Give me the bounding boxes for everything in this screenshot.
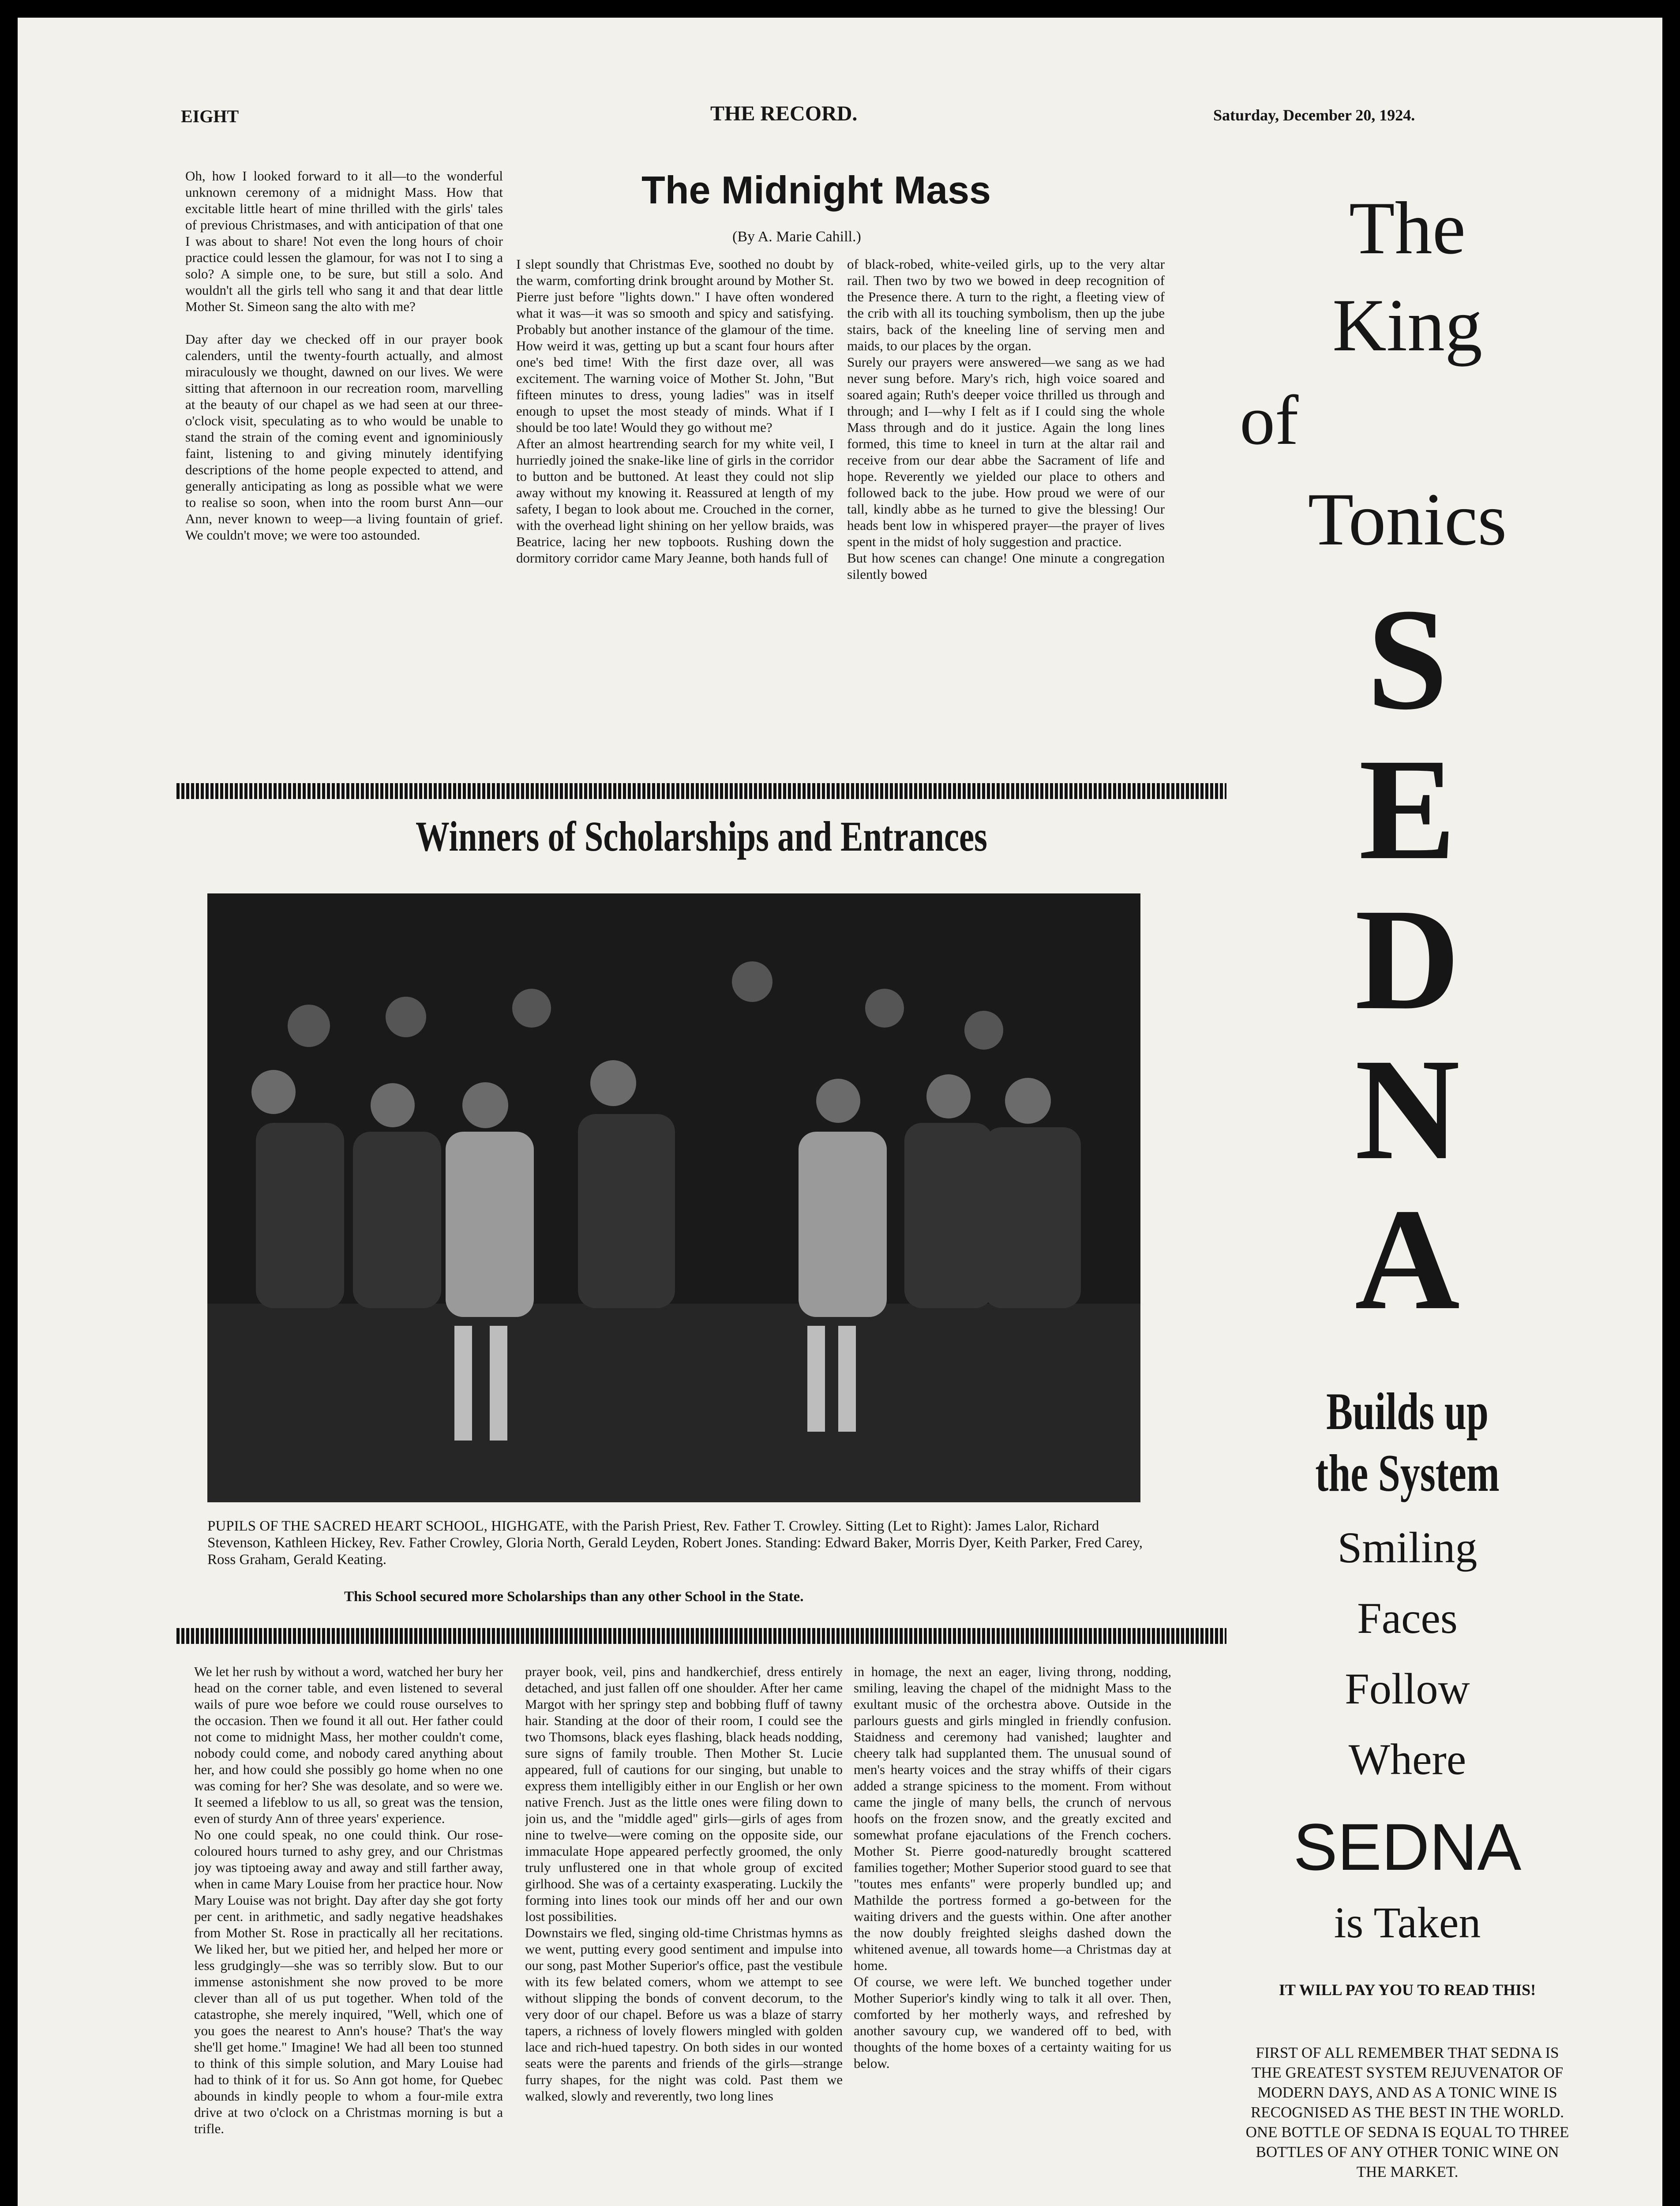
photo-note: This School secured more Scholarships than any other School in the State. bbox=[344, 1589, 804, 1605]
ad-sedna-word: SEDNA bbox=[1293, 1810, 1522, 1884]
ad-is-taken: is Taken bbox=[1334, 1898, 1481, 1947]
story-column-5: prayer book, veil, pins and handkerchief, dress entirely detached, and just fallen off one shoulder. After her came Margot with her springy step and bobbing fluff of tawny hair. Standing at the door of their room, I could see the two Thomsons, black eyes flashing, black heads nodding, sure signs of family trouble. Then Mother St. Lucie appeared, full of cautions for our singing, but unable to express them intelligibly either in our English or her own native French. Just as the little ones were filing down to join us, and the "middle aged" girls—girls of ages from nine to twelve—were coming on the opposite side, our immaculate Hope appeared perfectly groomed, the only truly unflustered one in that whole group of excited girlhood. She was of a certainty exasperating. Luckily the forming into lines took our minds off her and our own lost possibilities. Downstairs we fled, singing old-time Christmas hymns as we went, putting every good sentiment and impulse into our song, past Mother Superior's office, past the vestibule with its few belated comers, whom we attempt to see without slipping the bonds of convent decorum, to the very door of our chapel. Before us was a blaze of starry tapers, a richness of lovely flowers mingled with golden lace and rich-hued tapestry. On both sides in our wonted seats were the parents and friends of the girls—strange furry shapes, for the night was cold. Past them we walked, slowly and reverently, two long lines bbox=[525, 1664, 843, 2104]
newspaper-page bbox=[18, 18, 1662, 2206]
ad-the-system: the System bbox=[1315, 1444, 1500, 1502]
ad-read-this: IT WILL PAY YOU TO READ THIS! bbox=[1279, 1981, 1536, 1999]
ad-faces: Faces bbox=[1357, 1594, 1458, 1643]
group-photo bbox=[207, 893, 1140, 1502]
sedna-letter-n: N bbox=[1354, 1029, 1460, 1190]
story-column-6: in homage, the next an eager, living throng, nodding, smiling, leaving the chapel of the midnight Mass to the exultant music of the orchestra above. Outside in the parlours guests and girls mingled in friendly confusion. Staidness and ceremony had vanished; laughter and cheery talk had supplanted them. The unusual sound of men's hearty voices and the stray whiffs of their cigars added a strange spiciness to the moment. From without came the jingle of many bells, the crunch of nervous hoofs on the frozen snow, and the greatly excited and somewhat profane ejaculations of the French cochers. Mother St. Pierre good-naturedly brought scattered families together; Mother Superior stood guard to see that "toutes mes enfants" were properly bundled up; and Mathilde the portress formed a go-between for the waiting drivers and the guests within. One after another the now doubly freighted sleighs dashed down the whitened avenue, all towards home—a Christmas day at home. Of course, we were left. We bunched together under Mother Superior's kindly wing to talk it all over. Then, comforted by her motherly ways, and refreshed by another savoury cup, we wandered off to bed, with thoughts of the home boxes of a certainty waiting for us below. bbox=[854, 1664, 1171, 2071]
ad-king: King bbox=[1332, 284, 1482, 367]
paper-name: THE RECORD. bbox=[710, 102, 858, 125]
ad-smiling: Smiling bbox=[1337, 1523, 1478, 1572]
sedna-advertisement bbox=[1231, 150, 1584, 2206]
story-column-2: I slept soundly that Christmas Eve, soothed no doubt by the warm, comforting drink brought around by Mother St. Pierre just before "lights down." I have often wondered what it was—it was so smooth and spicy and satisfying. Probably but another instance of the glamour of the time. How weird it was, getting up but a scant four hours after one's bed time! With the first daze over, all was excitement. The warning voice of Mother St. John, "But fifteen minutes to dress, young ladies" was in itself enough to upset the most steady of minds. What if I should be too late! Would they go without me? After an almost heartrending search for my white veil, I hurriedly joined the snake-like line of girls in the corridor to button and be buttoned. At least they could not slip away without my knowing it. Reassured at length of my safety, I began to look about me. Crouched in the corner, with the overhead light shining on her yellow braids, was Beatrice, lacing her new topboots. Rushing down the dormitory corridor came Mary Jeanne, both hands full of bbox=[516, 256, 834, 566]
sedna-letter-d: D bbox=[1354, 879, 1460, 1040]
story-column-1: Oh, how I looked forward to it all—to the wonderful unknown ceremony of a midnight Mass. How that excitable little heart of mine thrilled with the girls' tales of previous Christmases, and with anticipation of that one I was about to share! Not even the long hours of choir practice could lessen the glamour, for was not I to sing a solo? A simple one, to be sure, but still a solo. And wouldn't all the girls tell who sang it and that dear little Mother St. Simeon sang the alto with me? Day after day we checked off in our prayer book calenders, until the twenty-fourth actually, and almost miraculously we thought, dawned on our lives. We were sitting that afternoon in our recreation room, marvelling at the beauty of our chapel as we had seen at our three-o'clock visit, speculating as to who would be unable to stand the strain of the coming event and ignominiously faint, listening to and giving minutely identifying descriptions of the home people expected to attend, and generally anticipating as long as possible what we were to realise so soon, when into the room burst Ann—our Ann, never known to weep—a living fountain of grief. We couldn't move; we were too astounded. bbox=[185, 168, 503, 543]
ad-the: The bbox=[1349, 187, 1466, 270]
issue-date: Saturday, December 20, 1924. bbox=[1213, 106, 1415, 124]
feature-title: Winners of Scholarships and Entrances bbox=[416, 813, 987, 860]
story-title: The Midnight Mass bbox=[641, 168, 991, 212]
ad-of: of bbox=[1240, 381, 1299, 459]
sedna-letter-s: S bbox=[1367, 579, 1448, 740]
sedna-letter-a: A bbox=[1354, 1179, 1460, 1340]
ad-tonics: Tonics bbox=[1308, 478, 1507, 561]
sedna-letter-e: E bbox=[1358, 729, 1456, 890]
ad-follow: Follow bbox=[1345, 1664, 1470, 1713]
divider-rule bbox=[176, 783, 1226, 799]
photo-caption: PUPILS OF THE SACRED HEART SCHOOL, HIGHGATE, with the Parish Priest, Rev. Father T. Crowley. Sitting (Let to Right): James Lalor, Richard Stevenson, Kathleen Hickey, Rev. Father Crowley, Gloria North, Gerald Leyden, Robert Jones. Standing: Edward Baker, Morris Dyer, Keith Parker, Fred Carey, Ross Graham, Gerald Keating. bbox=[207, 1518, 1143, 1568]
story-column-3: of black-robed, white-veiled girls, up to the very altar rail. Then two by two we bowed in deep recognition of the Presence there. A turn to the right, a fleeting view of the crib with all its touching symbolism, then up the jube stairs, back of the kneeling line of serving men and maids, to our places by the organ. Surely our prayers were answered—we sang as we had never sung before. Mary's rich, high voice soared and soared again; Ruth's deeper voice thrilled us through and through; and I—why I felt as if I could sing the whole Mass through and do it justice. Again the long lines formed, this time to kneel in turn at the altar rail and receive from our dear abbe the Sacrament of life and hope. Reverently we yielded our place to others and followed back to the jube. How proud we were of our tall, kindly abbe as he turned to give the blessing! Our heads bent low in whispered prayer—the prayer of lives spent in the midst of holy suggestion and practice. But how scenes can change! One minute a congregation silently bowed bbox=[847, 256, 1165, 582]
ad-where: Where bbox=[1348, 1735, 1466, 1784]
page-number: EIGHT bbox=[181, 106, 239, 126]
ad-body-text: FIRST OF ALL REMEMBER THAT SEDNA IS THE GREATEST SYSTEM REJUVENATOR OF MODERN DAYS, AND AS A TONIC WINE IS RECOGNISED AS THE BEST IN THE WORLD. ONE BOTTLE OF SEDNA IS EQUAL TO THREE BOTTLES OF ANY OTHER TONIC WINE ON THE MARKET. bbox=[1245, 2044, 1569, 2180]
ad-builds-up: Builds up bbox=[1326, 1382, 1489, 1441]
divider-rule-2 bbox=[176, 1628, 1226, 1644]
group-photo-image bbox=[207, 893, 1140, 1502]
story-column-4: We let her rush by without a word, watched her bury her head on the corner table, and even listened to several wails of pure woe before we could rouse ourselves to the occasion. Then we found it all out. Her father could not come to midnight Mass, her mother couldn't come, nobody could come, and nobody cared anything about her, and how could she possibly go home when no one was coming for her? She was desolate, and so were we. It seemed a lifeblow to us all, so great was the tension, even of sturdy Ann of three years' experience. No one could speak, no one could think. Our rose-coloured hours turned to ashy grey, and our Christmas joy was tiptoeing away and away and still farther away, when in came Mary Louise from her practice hour. Now Mary Louise was not bright. Day after day she got forty per cent. in arithmetic, and sadly negative headshakes from Mother St. Rose in practically all her recitations. We liked her, but we pitied her, and helped her more or less grudgingly—she was so terribly slow. But to our immense astonishment she now proved to be more clever than all of us put together. When told of the catastrophe, she merely inquired, "Well, which one of you goes the nearest to Ann's house? That's the way she'll get home." Imagine! We had all been too stunned to think of this simple solution, and Mary Louise had had to think of it for us. So Ann got home, for Quebec abounds in kindly people to whom a four-mile extra drive at two o'clock on a Christmas morning is but a trifle. bbox=[194, 1664, 503, 2136]
story-byline: (By A. Marie Cahill.) bbox=[732, 229, 861, 245]
